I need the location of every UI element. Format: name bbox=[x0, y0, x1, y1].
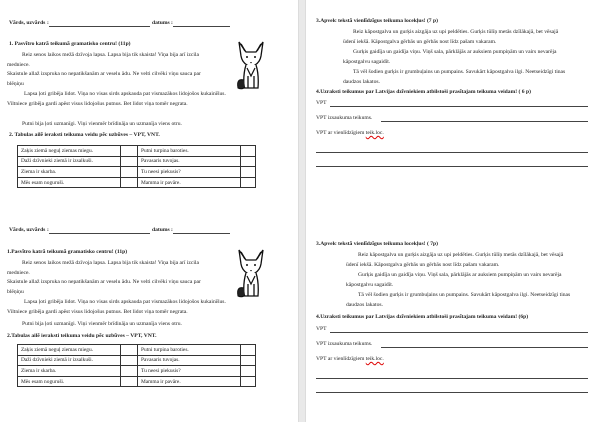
text-line: Reiz kāpostgalva un gurķis aizgāja uz upi peldēties. Gurķis tūlīņ metās dzīlākajā, bet vēsajā bbox=[353, 29, 559, 35]
table-row bbox=[18, 355, 256, 366]
table-cell: Daži dzīvnieki ziemā ir izsalkuši. bbox=[18, 355, 121, 366]
table-cell: Putni turpina baroties. bbox=[138, 345, 241, 356]
text-line: Gurķis gaidīja un gaidīja viņu. Viņš sala, pārklājās ar auksiem pumpiņām un vairs nevarēja bbox=[353, 49, 557, 55]
answer-line[interactable] bbox=[381, 347, 588, 348]
fox-illustration-icon bbox=[236, 248, 266, 300]
answer-cell[interactable] bbox=[241, 376, 256, 387]
spellcheck-word: teik.loc. bbox=[365, 130, 384, 136]
task2-title: 2. Tabulas ailē ieraksti teikuma veidu pēc uzbūves – VPT, VNT. bbox=[9, 132, 160, 138]
text-line: Reiz senos laikos mežā dzīvoja lapsa. Lapsa bija tik skaista! Viņa bija arī izcila bbox=[22, 260, 199, 266]
answer-cell[interactable] bbox=[121, 355, 138, 366]
text-line: kāpostgalvu sagaidīt. bbox=[346, 282, 394, 288]
table-row bbox=[18, 146, 256, 157]
table-cell: Zaķis ziemā neguļ ziemas miegu. bbox=[18, 345, 121, 356]
text-line: Viltniece gribēja gardi apēst visus lidojošus putnus. Bet lidot viņa tomēr negrata. bbox=[7, 309, 188, 315]
answer-cell[interactable] bbox=[121, 146, 138, 157]
task4-title: 4.Uzraksti teikumus par Latvijas dzīvniekiem atbilstoši prasītajam teikuma veidam! ( 6 p) bbox=[316, 89, 531, 95]
spellcheck-word: teik.loc. bbox=[365, 356, 384, 362]
table-row bbox=[18, 376, 256, 387]
text-line: Putni bija ļoti uzmanīgi. Viņi vienmēr brīdināja un uzmanīja viens otru. bbox=[22, 321, 182, 327]
vpt-exclamation-label: VPT izsaukuma teikums. bbox=[316, 341, 373, 347]
text-line: Reiz kāpostgalva un gurķis aizgāja uz upi peldēties. Gurķis tūlīņ metās dzīlākajā, bet vēsajā bbox=[358, 252, 564, 258]
answer-line[interactable] bbox=[316, 166, 588, 167]
text-line: blēņiņu bbox=[7, 81, 24, 87]
answer-cell[interactable] bbox=[121, 167, 138, 178]
answer-cell[interactable] bbox=[241, 366, 256, 377]
table-cell: Mēs esam noguruši. bbox=[18, 177, 121, 188]
sentence-type-table bbox=[17, 145, 256, 188]
text-line: Skaistule allaž izspruka no nepatikšanām ar veselu ādu. Ne velti cilvēki viņu sauca par bbox=[7, 279, 201, 285]
answer-cell[interactable] bbox=[241, 177, 256, 188]
answer-cell[interactable] bbox=[241, 146, 256, 157]
name-label: Vārds, uzvārds bbox=[9, 227, 46, 233]
fox-illustration-icon bbox=[236, 40, 266, 92]
text-line: Putni bija ļoti uzmanīgi. Viņi vienmēr brīdināja un uzmanīja viens otru. bbox=[22, 121, 182, 127]
answer-cell[interactable] bbox=[241, 156, 256, 167]
text-line: medniece. bbox=[7, 270, 30, 276]
answer-cell[interactable] bbox=[121, 376, 138, 387]
table-cell: Mamma ir pavāre. bbox=[138, 177, 241, 188]
task1-title: 1. Pasvītro katrā teikumā gramatisko centru! (11p) bbox=[9, 41, 131, 47]
date-field-line[interactable] bbox=[173, 26, 230, 27]
vpt-homogeneous-label: VPT ar vienlīdzīgiem teik.loc. bbox=[316, 356, 384, 362]
text-line: daudzos lakatos. bbox=[346, 302, 383, 308]
date-field-line[interactable] bbox=[173, 233, 230, 234]
task3-title: 3.Apvelc tekstā vienlīdzīgus teikuma locekļus! ( 7p) bbox=[316, 241, 438, 247]
name-field-line[interactable] bbox=[49, 26, 150, 27]
answer-cell[interactable] bbox=[241, 167, 256, 178]
text-line: ūdenī iekšā. Kāpostgalva gērbās un gērbās nost līdz pašam vakaram. bbox=[346, 262, 500, 268]
task3-title: 3.Apvelc tekstā vienlīdzīgus teikuma locekļus! (7 p) bbox=[316, 18, 438, 24]
answer-line[interactable] bbox=[316, 152, 588, 153]
table-cell: Pavasaris tuvojas. bbox=[138, 355, 241, 366]
text-line: Gurķis gaidīja un gaidīja viņu. Viņš sala, pārklājās ar auksiem pumpiņām un vairs nevarēja bbox=[358, 272, 562, 278]
answer-cell[interactable] bbox=[241, 355, 256, 366]
table-cell: Putni turpina baroties. bbox=[138, 146, 241, 157]
text-line: Lapsa ļoti gribēja lidot. Viņa no visas sirds apskauda pat vismazākos lidojošos kukainīšus. bbox=[24, 299, 226, 305]
vpt-exclamation-label: VPT izsaukuma teikums. bbox=[316, 115, 373, 121]
date-label: datums bbox=[152, 20, 170, 26]
answer-cell[interactable] bbox=[241, 345, 256, 356]
text-line: ūdenī iekšā. Kāpostgalva gērbās un gērbās nost līdz pašam vakaram. bbox=[343, 39, 497, 45]
answer-line[interactable] bbox=[316, 378, 588, 379]
answer-cell[interactable] bbox=[121, 345, 138, 356]
name-field-line[interactable] bbox=[49, 233, 150, 234]
task4-title: 4.Uzraksti teikumus par Latvijas dzīvniekiem atbilstoši prasītajam teikuma veidam! (6p) bbox=[316, 314, 529, 320]
page-gutter bbox=[298, 0, 306, 422]
table-cell: Tu neesi piekusis? bbox=[138, 366, 241, 377]
text-line: Tā vēl šodien gurķis ir grumbuļains un pumpains. Savukārt kāpostgalva ilgi. Neetseidzīgi tinas bbox=[353, 69, 566, 75]
task2-title: 2.Tabulas ailē ieraksti teikuma veidu pēc uzbūves – VPT, VNT. bbox=[7, 333, 157, 339]
text-line: Skaistule allaž izspruka no nepatikšanām ar veselu ādu. Ne velti cilvēki viņu sauca par bbox=[7, 71, 201, 77]
answer-cell[interactable] bbox=[121, 366, 138, 377]
sentence-type-table bbox=[17, 344, 256, 387]
table-cell: Tu neesi piekusis? bbox=[138, 167, 241, 178]
document-page-left: Vārds, uzvārds : datums : 1. Pasvītro katrā teikumā gramatisko centru! (11p) Reiz senos laikos mežā dzīvoja lapsa. Lapsa bija tik skaista! Viņa bija arī izcila medniece. Skaistule allaž izspruka no nepatikšanām ar veselu ādu. Ne velti cilvēki viņu sauca par blēņiņu Lapsa ļoti gribēja lidot. Viņa no visas sirds apskauda pat vismazākos lidojošos kukainīšus. Viltniece gribēja gardi apēst visus lidojošus putnus. Bet lidot viņa tomēr negrata. Putni bija ļoti uzmanīgi. Viņi vienmēr brīdināja un uzmanīja viens otru. 2. Tabulas ailē ieraksti teikuma veidu pēc uzbūves – VPT, VNT. Zaķis ziemā neguļ ziemas miegu. Putni turpina baroties. Daži dzīvnieki ziemā ir izsalkuši. Pavasaris tuvojas. Ziema ir skarba. Tu neesi piekusis? Mēs esam noguruši. Mamma ir pavāre. Vārds, uzvārds : datums : 1.Pasvītro katrā teikumā gramatisko centru! (11p) Reiz senos laikos mežā dzīvoja lapsa. Lapsa bija tik skaista! Viņa bija arī izcila medniece. Skaistule allaž izspruka no nepatikšanām ar veselu ādu. Ne velti cilvēki viņu sauca par blēņiņu Lapsa ļoti gribēja lidot. Viņa no visas sirds apskauda pat vismazākos lidojošos kukainīšus. Viltniece gribēja gardi apēst visus lidojošus putnus. Bet lidot viņa tomēr negrata. Putni bija ļoti uzmanīgi. Viņi vienmēr brīdināja un uzmanīja viens otru. 2.Tabulas ailē ieraksti teikuma veidu pēc uzbūves – VPT, VNT. Zaķis ziemā neguļ ziemas miegu. Putni turpina baroties. Daži dzīvnieki ziemā ir izsalkuši. Pavasaris tuvojas. Ziema ir skarba. Tu neesi piekusis? Mēs esam noguruši. Mamma ir pavāre. bbox=[0, 0, 298, 422]
text-line: Tā vēl šodien gurķis ir grumbuļains un pumpains. Savukārt kāpostgalva ilgi. Neetseidzīgi tinas bbox=[358, 292, 571, 298]
text-line: Lapsa ļoti gribēja lidot. Viņa no visas sirds apskauda pat vismazākos lidojošos kukainīšus. bbox=[24, 91, 226, 97]
table-cell: Pavasaris tuvojas. bbox=[138, 156, 241, 167]
answer-line[interactable] bbox=[316, 392, 588, 393]
vpt-label: VPT bbox=[316, 100, 327, 106]
answer-cell[interactable] bbox=[121, 177, 138, 188]
table-row bbox=[18, 345, 256, 356]
table-cell: Ziema ir skarba. bbox=[18, 167, 121, 178]
table-row bbox=[18, 156, 256, 167]
table-cell: Mamma ir pavāre. bbox=[138, 376, 241, 387]
answer-line[interactable] bbox=[330, 332, 588, 333]
table-row bbox=[18, 366, 256, 377]
table-row bbox=[18, 177, 256, 188]
text-line: blēņiņu bbox=[7, 289, 24, 295]
task1-title: 1.Pasvītro katrā teikumā gramatisko centru! (11p) bbox=[7, 249, 128, 255]
text-line: daudzos lakatos. bbox=[343, 79, 380, 85]
table-cell: Daži dzīvnieki ziemā ir izsalkuši. bbox=[18, 156, 121, 167]
text-line: kāpostgalvu sagaidīt. bbox=[343, 59, 391, 65]
document-page-right bbox=[306, 0, 600, 422]
answer-cell[interactable] bbox=[121, 156, 138, 167]
text-line: Viltniece gribēja gardi apēst visus lidojošus putnus. Bet lidot viņa tomēr negrata. bbox=[7, 101, 188, 107]
vpt-label: VPT bbox=[316, 326, 327, 332]
table-cell: Ziema ir skarba. bbox=[18, 366, 121, 377]
vpt-homogeneous-label: VPT ar vienlīdzīgiem teik.loc. bbox=[316, 130, 384, 136]
answer-line[interactable] bbox=[381, 121, 588, 122]
table-cell: Mēs esam noguruši. bbox=[18, 376, 121, 387]
text-line: Reiz senos laikos mežā dzīvoja lapsa. Lapsa bija tik skaista! Viņa bija arī izcila bbox=[22, 52, 199, 58]
table-cell: Zaķis ziemā neguļ ziemas miegu. bbox=[18, 146, 121, 157]
answer-line[interactable] bbox=[330, 106, 588, 107]
date-label: datums bbox=[152, 227, 170, 233]
table-row bbox=[18, 167, 256, 178]
name-label: Vārds, uzvārds bbox=[9, 20, 46, 26]
text-line: medniece. bbox=[7, 62, 30, 68]
